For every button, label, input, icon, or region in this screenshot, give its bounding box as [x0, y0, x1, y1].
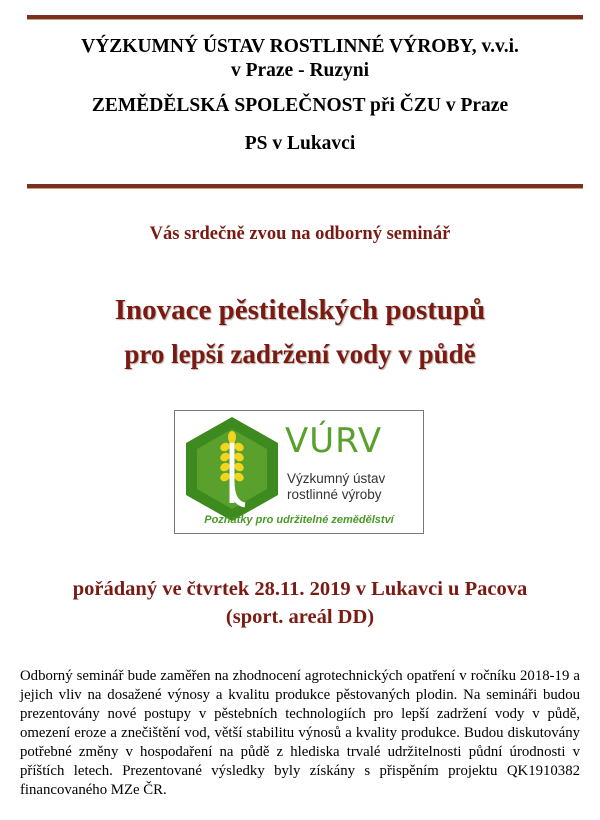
wheat-hexagon-icon [183, 415, 281, 523]
top-divider [27, 15, 583, 20]
branch-name: PS v Lukavci [244, 133, 356, 154]
institute-name: VÝZKUMNÝ ÚSTAV ROSTLINNÉ VÝROBY, v.v.i. [81, 36, 519, 57]
seminar-description: Odborný seminář bude zaměřen na zhodnocení agrotechnických opatření v ročníku 2018-19 a jejich vliv na dosažené výnosy a kvalitu produkce pěstovaných plodin. Na semináři budou prezentovány nové postupy v pěstebních technologiích pro lepší zadržení vody v půdě, omezení eroze a znečištění vod, větší stabilitu výnosů a kvality produkce. Budou diskutovány potřebné změny v hospodaření na půdě z hlediska trvalé udržitelnosti půdní úrodnosti v příštích letech. Prezentované výsledky byly získány s přispěním projektu QK1910382 financovaného MZe ČR. [20, 668, 580, 798]
logo-subtitle-line1: Výzkumný ústav [287, 471, 386, 486]
invitation-line: Vás srdečně zvou na odborný seminář [149, 224, 451, 244]
vurv-logo [174, 410, 424, 534]
seminar-title-line2: pro lepší zadržení vody v půdě [124, 339, 476, 369]
event-venue: (sport. areál DD) [225, 606, 375, 628]
society-name: ZEMĚDĚLSKÁ SPOLEČNOST při ČZU v Praze [91, 95, 509, 116]
bottom-divider [27, 184, 583, 189]
logo-slogan: Poznatky pro udržitelné zemědělství [204, 514, 394, 526]
logo-acronym: VÚRV [285, 421, 383, 461]
seminar-title-line1: Inovace pěstitelských postupů [114, 294, 486, 326]
event-date-location: pořádaný ve čtvrtek 28.11. 2019 v Lukavci u Pacova [72, 578, 528, 600]
logo-subtitle-line2: rostlinné výroby [287, 487, 382, 502]
institute-location: v Praze - Ruzyni [230, 60, 370, 81]
